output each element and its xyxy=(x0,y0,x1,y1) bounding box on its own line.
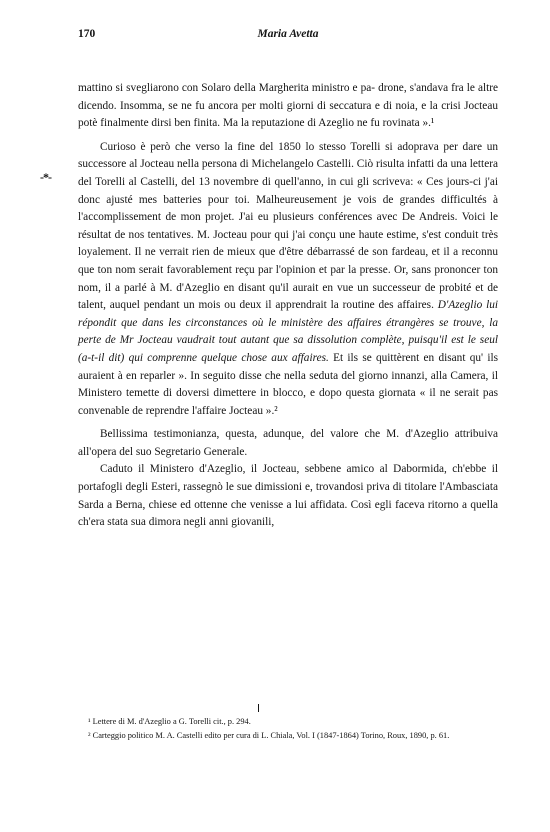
paragraph-line: per molti giorni di seccatura e di noia, e la crisi Jocteau potè xyxy=(78,99,498,130)
paragraph-line: rovinata ».¹ xyxy=(382,117,435,130)
footnotes xyxy=(78,716,498,744)
paragraph-quote-italic: D'Azeglio lui répondit que dans les circonstances où le ministère des affaires étrangères se trouve, la perte de Mr Jocteau vaudrait tout autant que sa dissolution complète, puisqu'il est le seul (a-t-il dit) qui comprenne quelque chose aux affaires. xyxy=(78,299,498,364)
page-number: 170 xyxy=(78,28,96,40)
paragraph-line: mattino si svegliarono con Solaro della Margherita ministro e pa- xyxy=(78,82,376,94)
footnote-divider xyxy=(258,704,259,712)
paragraph-text: Et ils se quittèrent en disant qu' ils auraient à en reparler ». In seguito disse che nella seduta del giorno innanzi, alla Camera, il Ministero temette di doversi dimettere in blocco, e dopo questa giornata « il ne serait pas convenable de reprendre l'affaire Jocteau ».² xyxy=(78,351,498,417)
paragraph-4 xyxy=(78,461,498,531)
paragraph-3 xyxy=(78,426,498,461)
paragraph-text: Caduto il Ministero d'Azeglio, il Jocteau, sebbene amico al Dabormida, ch'ebbe il portafogli degli Esteri, rassegnò le sue dimissioni e, trovandosi priva di titolare l'Ambasciata Sarda a Berna, chiese ed ottenne che venisse a lui affidata. Così egli faceva ritorno a quella ch'era stata sua dimora negli anni giovanili, xyxy=(78,463,498,529)
paragraph-line: drone, s'andava fra le altre dicendo. Insomma, se ne fu ancora xyxy=(78,82,499,112)
margin-annotation: -*- xyxy=(40,170,51,184)
paragraph-2 xyxy=(78,139,498,421)
paragraph-text: Bellissima testimonianza, questa, adunque, del valore che M. d'Azeglio attribuiva all'opera del suo Segretario Generale. xyxy=(78,428,498,458)
footnote-1: ¹ Lettere di M. d'Azeglio a G. Torelli cit., p. 294. xyxy=(88,717,251,726)
paragraph-text: Curioso è però che verso la fine del 1850 lo stesso Torelli si adoprava per dare un successore al Jocteau nella persona di Michelangelo Castelli. Ciò risulta infatti da una lettera del Torelli al Castelli, del 13 novembre di quell'anno, in cui gli scriveva: « Ces jours-ci j'ai donc ajusté mes batteries pour toi. Malheureusement je vois de grandes difficultés à l'accomplissement de mon projet. J'ai eu plusieurs conférences avec De Andreis. Voici le résultat de nos tentatives. M. Jocteau pour qui j'ai conçu une haute estime, s'est conduit très loyalement. Il ne verrait rien de mieux que d'être débarrassé de son fardeau, et il a reconnu que ton nom serait favorablement reçu par l'opinion et par la presse. Or, sans prononcer ton nom, il a parlé à M. d'Azeglio en disant qu'il aurait en vue un successeur de probité et de talent, auquel pendant un mois ou deux il apprendrait la routine des affaires. xyxy=(78,140,498,312)
footnote-2: ² Carteggio politico M. A. Castelli edito per cura di L. Chiala, Vol. I (1847-1864) Torino, Roux, 1890, p. 61. xyxy=(88,731,450,740)
running-head: Maria Avetta xyxy=(257,28,319,40)
body-text xyxy=(78,80,498,532)
paragraph-line: finalmente dirsi ben finita. Ma la reputazione di Azeglio ne fu xyxy=(100,117,380,130)
paragraph-1 xyxy=(78,80,498,133)
